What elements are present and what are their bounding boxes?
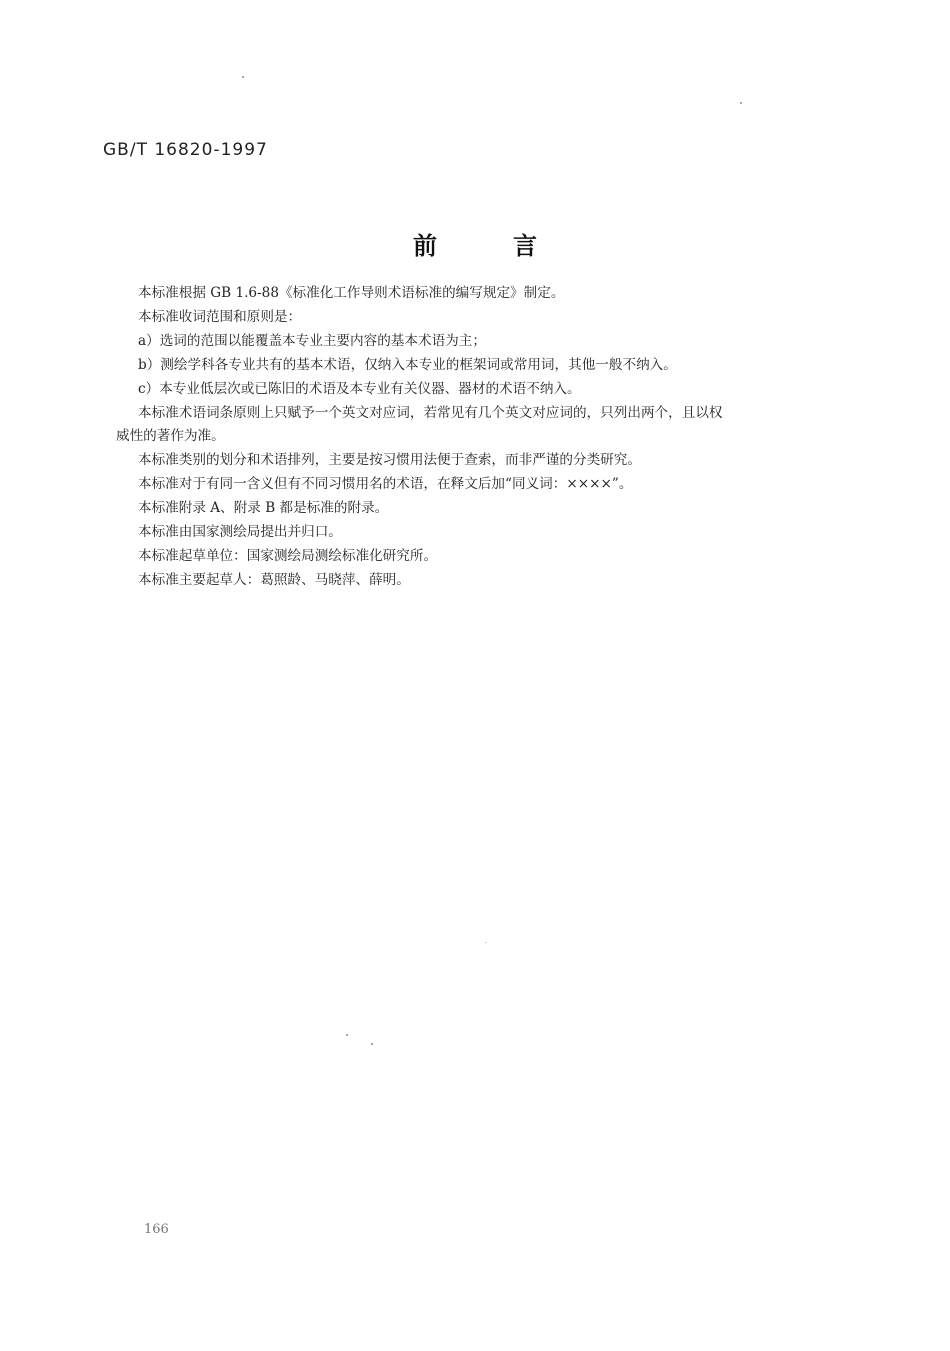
list-item-b: b）测绘学科各专业共有的基本术语，仅纳入本专业的框架词或常用词，其他一般不纳入。 [138, 356, 677, 373]
title-char-1: 前 [413, 231, 437, 260]
standard-code: GB/T 16820-1997 [103, 140, 268, 160]
scan-speck [485, 942, 486, 943]
paragraph-appendices: 本标准附录 A、附录 B 都是标准的附录。 [138, 500, 389, 517]
paragraph-drafters: 本标准主要起草人：葛照龄、马晓萍、薛明。 [138, 571, 410, 588]
list-item-a: a）选词的范围以能覆盖本专业主要内容的基本术语为主； [138, 332, 486, 349]
scan-speck [371, 1043, 373, 1045]
paragraph-proposer: 本标准由国家测绘局提出并归口。 [138, 524, 342, 541]
paragraph-classification: 本标准类别的划分和术语排列，主要是按习惯用法便于查索，而非严谨的分类研究。 [138, 452, 641, 469]
paragraph-english-terms: 本标准术语词条原则上只赋予一个英文对应词，若常见有几个英文对应词的，只列出两个，且以权 [138, 404, 723, 421]
scan-speck [346, 1034, 348, 1036]
paragraph-scope-intro: 本标准收词范围和原则是： [138, 308, 302, 325]
paragraph-english-terms-cont: 威性的著作为准。 [116, 428, 225, 445]
list-item-c: c）本专业低层次或已陈旧的术语及本专业有关仪器、器材的术语不纳入。 [138, 380, 581, 397]
paragraph-basis: 本标准根据 GB 1.6-88《标准化工作导则术语标准的编写规定》制定。 [138, 285, 565, 301]
page-number: 166 [144, 1222, 169, 1237]
title-char-2: 言 [513, 231, 537, 260]
paragraph-drafting-unit: 本标准起草单位：国家测绘局测绘标准化研究所。 [138, 547, 438, 564]
scan-speck [740, 102, 742, 104]
foreword-body [116, 282, 828, 593]
paragraph-synonyms: 本标准对于有同一含义但有不同习惯用名的术语，在释文后加“同义词：××××”。 [138, 476, 633, 493]
page-title [0, 226, 950, 261]
scan-speck [242, 76, 244, 78]
